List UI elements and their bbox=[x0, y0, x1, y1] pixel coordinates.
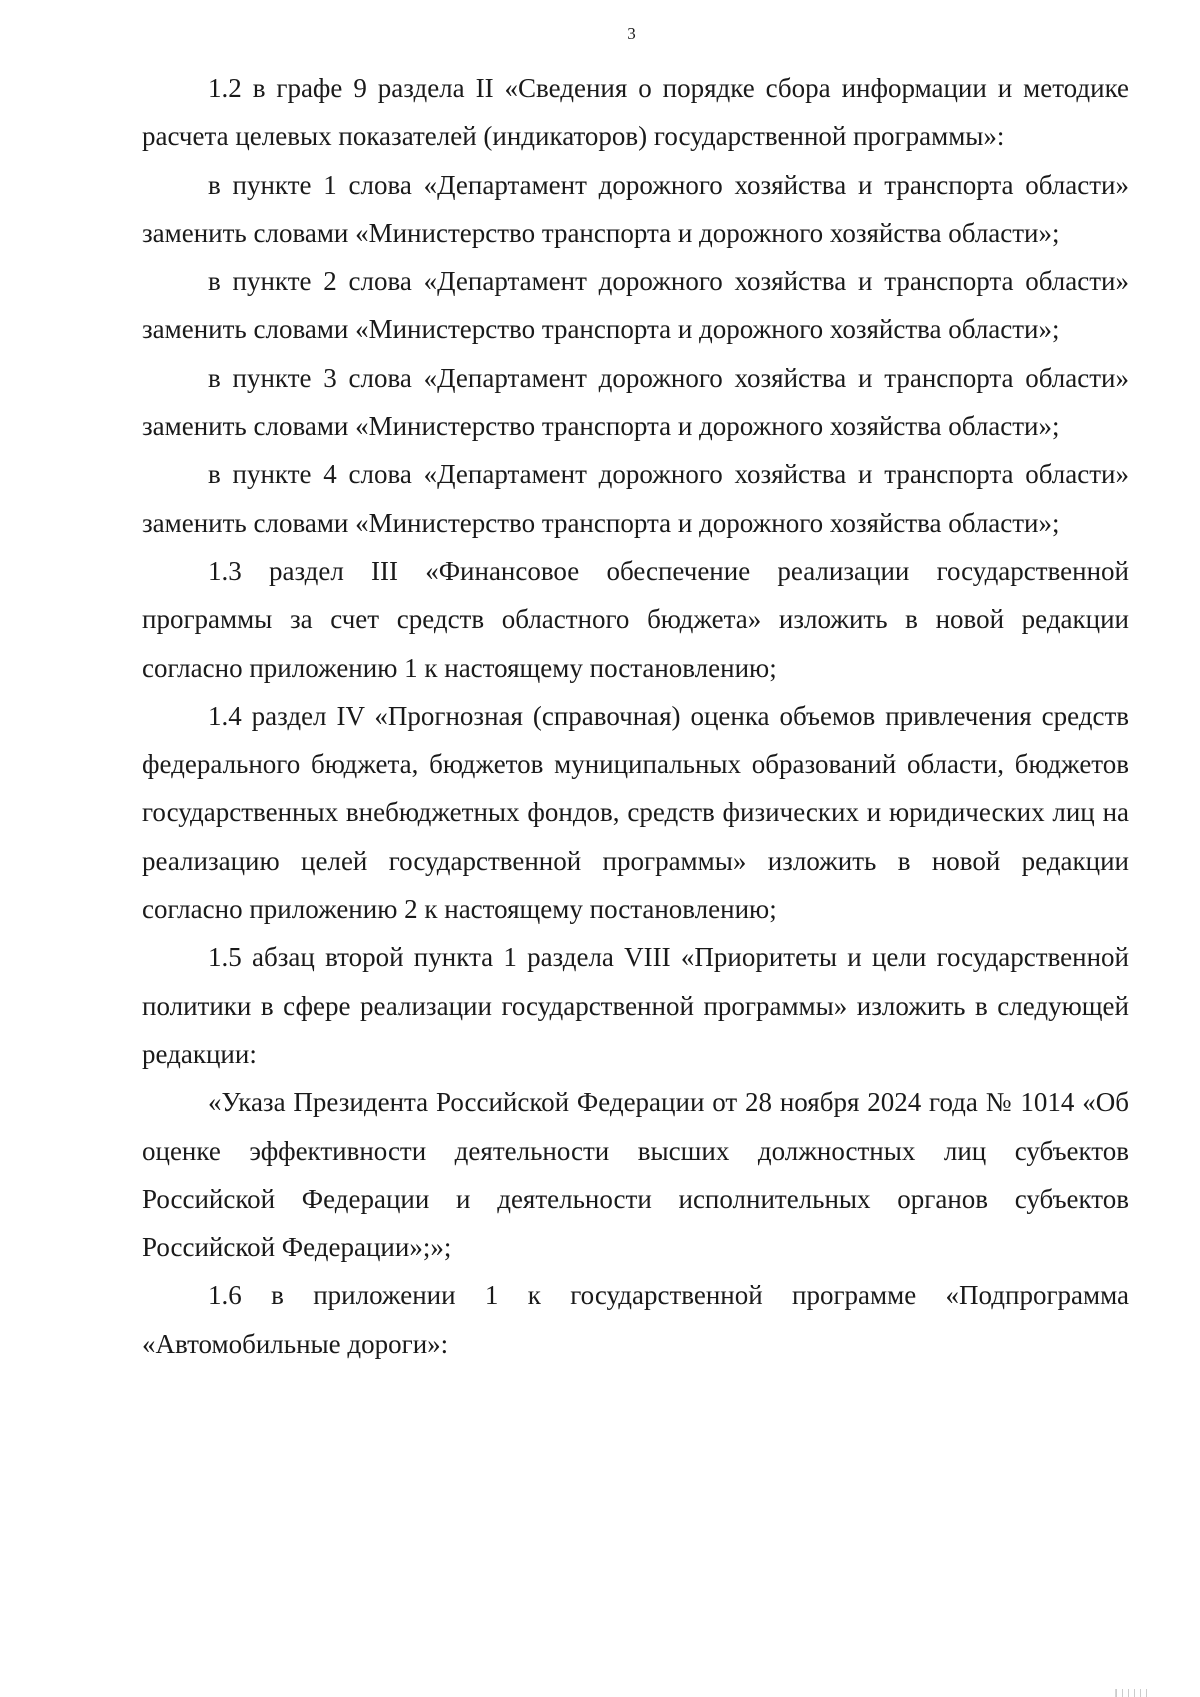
paragraph-1-5: 1.5 абзац второй пункта 1 раздела VIII «Приоритеты и цели государственной политики в сфере реализации государственной программы» изложить в следующей редакции: bbox=[142, 942, 1129, 1069]
paragraph-1-3: 1.3 раздел III «Финансовое обеспечение реализации государственной программы за счет средств областного бюджета» изложить в новой редакции согласно приложению 1 к настоящему постановлению; bbox=[142, 555, 1129, 683]
page-number: 3 bbox=[627, 24, 636, 43]
paragraph-decree-quote: «Указа Президента Российской Федерации от 28 ноября 2024 года № 1014 «Об оценке эффективности деятельности высших должностных лиц субъектов Российской Федерации и деятельности исполнительных органов субъектов Российской Федерации»;»; bbox=[142, 1087, 1129, 1263]
paragraph-1-2: 1.2 в графе 9 раздела II «Сведения о порядке сбора информации и методике расчета целевых показателей (индикаторов) государственной программы»: bbox=[142, 73, 1129, 152]
paragraph-point-4: в пункте 4 слова «Департамент дорожного хозяйства и транспорта области» заменить словами «Министерство транспорта и дорожного хозяйства области»; bbox=[142, 459, 1129, 538]
scan-artifact bbox=[1115, 1689, 1152, 1697]
paragraph-1-4: 1.4 раздел IV «Прогнозная (справочная) оценка объемов привлечения средств федерального бюджета, бюджетов муниципальных образований области, бюджетов государственных внебюджетных фондов, средств физических и юридических лиц на реализацию целей государственной программы» изложить в новой редакции согласно приложению 2 к настоящему постановлению; bbox=[142, 700, 1129, 925]
document-body bbox=[142, 64, 1129, 1368]
paragraph-point-3: в пункте 3 слова «Департамент дорожного хозяйства и транспорта области» заменить словами «Министерство транспорта и дорожного хозяйства области»; bbox=[142, 362, 1129, 442]
paragraph-point-2: в пункте 2 слова «Департамент дорожного хозяйства и транспорта области» заменить словами «Министерство транспорта и дорожного хозяйства области»; bbox=[142, 266, 1129, 345]
paragraph-1-6: 1.6 в приложении 1 к государственной программе «Подпрограмма «Автомобильные дороги»: bbox=[142, 1280, 1129, 1359]
paragraph-point-1: в пункте 1 слова «Департамент дорожного хозяйства и транспорта области» заменить словами «Министерство транспорта и дорожного хозяйства области»; bbox=[142, 169, 1129, 248]
